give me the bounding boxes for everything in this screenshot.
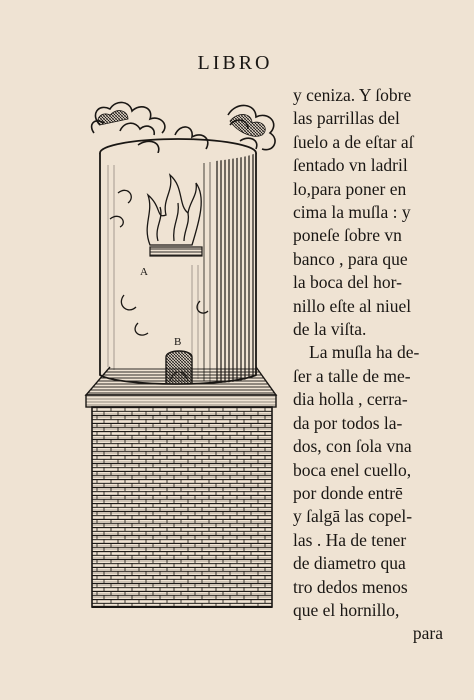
text-line: lo,para poner en: [293, 178, 407, 199]
text-line: las . Ha de tener: [293, 529, 407, 550]
text-line: cima la muſla : y: [293, 202, 411, 223]
text-line: de diametro qua: [293, 553, 406, 574]
text-line: y ſalgā las copel-: [293, 506, 413, 527]
text-line: ſuelo a de eſtar aſ: [293, 131, 414, 152]
figure-label-b: B: [174, 336, 182, 348]
text-line: por donde entrē: [293, 482, 403, 503]
text-line: ſentado vn ladril: [293, 155, 408, 176]
text-line: ſer a talle de me-: [293, 365, 411, 386]
running-head: LIBRO: [197, 52, 273, 74]
text-line: poneſe ſobre vn: [293, 225, 402, 246]
text-line: dos, con ſola vna: [293, 436, 412, 457]
catchword: para: [412, 623, 443, 644]
text-line: las parrillas del: [293, 108, 400, 129]
text-line: dia holla , cerra-: [293, 389, 408, 410]
text-line: da por todos la-: [293, 412, 403, 433]
text-line: nillo eſte al niuel: [293, 295, 412, 316]
paragraph-start-line: La muſla ha de-: [309, 342, 420, 363]
furnace-woodcut-illustration: [80, 95, 288, 615]
text-line: banco , para que: [293, 248, 408, 269]
text-line: y ceniza. Y ſobre: [293, 85, 412, 105]
text-line: que el hornillo,: [293, 599, 400, 620]
text-line: de la viſta.: [293, 319, 367, 340]
text-line: la boca del hor-: [293, 272, 402, 293]
text-line: tro dedos menos: [293, 576, 408, 597]
text-line: boca enel cuello,: [293, 459, 412, 480]
body-text-column: [293, 84, 443, 646]
figure-label-a: A: [140, 266, 148, 278]
